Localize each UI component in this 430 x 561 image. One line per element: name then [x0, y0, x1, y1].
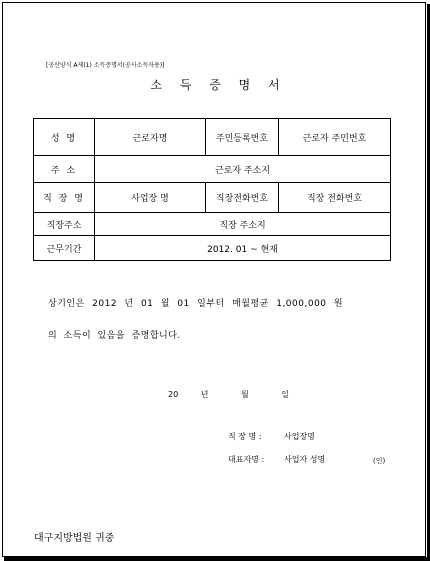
address-value: 근로자 주소지 — [95, 156, 391, 183]
seal-mark: (인) — [373, 457, 386, 465]
id-value: 근로자 주민번호 — [279, 119, 391, 156]
recipient-court: 대구지방법원 귀중 — [34, 533, 115, 544]
date-year-prefix: 20 — [168, 390, 179, 399]
statement-line-2: 의 소득이 있음을 증명합니다. — [48, 331, 181, 341]
period-label: 근무기간 — [34, 236, 95, 261]
name-value: 근로자명 — [95, 119, 206, 156]
signature-company-value: 사업장명 — [284, 432, 315, 441]
signature-company-label: 직 장 명 : — [228, 432, 262, 441]
page-shadow-bottom — [4, 557, 430, 561]
date-day-unit: 일 — [281, 390, 290, 399]
table-row — [34, 156, 391, 183]
document-title: 소 득 증 명 서 — [150, 78, 287, 92]
work-address-value: 직장 주소지 — [95, 213, 391, 236]
info-table — [33, 118, 391, 261]
table-row — [34, 119, 391, 156]
phone-value: 직장 전화번호 — [279, 183, 391, 213]
issue-date — [168, 389, 289, 400]
signature-rep-value: 사업자 성명 — [284, 455, 326, 464]
period-value: 2012. 01 ~ 현재 — [95, 236, 391, 261]
table-row — [34, 183, 391, 213]
address-label: 주 소 — [34, 156, 95, 183]
table-row — [34, 213, 391, 236]
table-row — [34, 236, 391, 261]
company-value: 사업장 명 — [95, 183, 206, 213]
company-label: 직 장 명 — [34, 183, 95, 213]
work-address-label: 직장주소 — [34, 213, 95, 236]
name-label: 성 명 — [34, 119, 95, 156]
form-note: [공산양식 A제(1) 소득증명서(공사소득자용)] — [46, 62, 165, 69]
statement-line-1: 상기인은 2012 년 01 월 01 일부터 매월평균 1,000,000 원 — [48, 299, 344, 309]
id-label: 주민등록번호 — [206, 119, 279, 156]
phone-label: 직장전화번호 — [206, 183, 279, 213]
date-year-unit: 년 — [200, 390, 209, 399]
signature-rep-label: 대표자명 : — [228, 455, 265, 464]
date-month-unit: 월 — [241, 390, 249, 399]
